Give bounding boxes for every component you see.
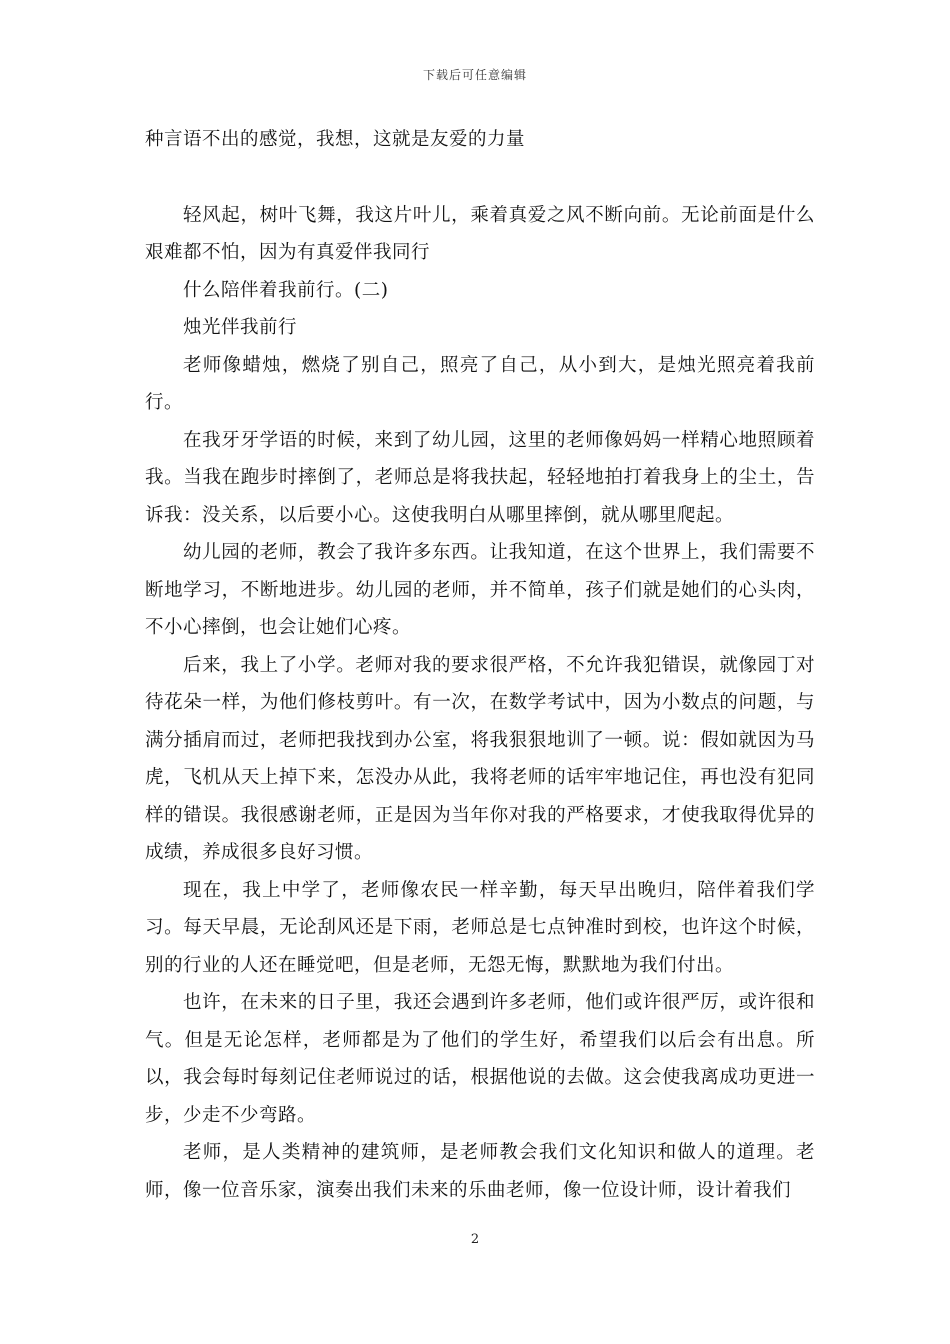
paragraph: 老师，是人类精神的建筑师，是老师教会我们文化知识和做人的道理。老师，像一位音乐家，演奏出我们未来的乐曲老师，像一位设计师，设计着我们 <box>145 1142 815 1201</box>
page-header: 下载后可任意编辑 <box>422 68 527 82</box>
paragraph: 轻风起，树叶飞舞，我这片叶儿，乘着真爱之风不断向前。无论前面是什么艰难都不怕，因为有真爱伴我同行 <box>145 204 815 263</box>
paragraph: 后来，我上了小学。老师对我的要求很严格，不允许我犯错误，就像园丁对待花朵一样，为他们修枝剪叶。有一次，在数学考试中，因为小数点的问题，与满分插肩而过，老师把我找到办公室，将我狠狠地训了一顿。说：假如就因为马虎，飞机从天上掉下来，怎没办从此，我将老师的话牢牢地记住，再也没有犯同样的错误。我很感谢老师，正是因为当年你对我的严格要求，才使我取得优异的成绩，养成很多良好习惯。 <box>145 654 815 863</box>
paragraph: 老师像蜡烛，燃烧了别自己，照亮了自己，从小到大，是烛光照亮着我前行。 <box>145 354 815 413</box>
document-body <box>145 121 815 1209</box>
paragraph-gap <box>145 159 815 197</box>
essay-title: 烛光伴我前行 <box>183 317 298 338</box>
page-number: 2 <box>470 1232 480 1247</box>
paragraph-continuation: 种言语不出的感觉，我想，这就是友爱的力量 <box>145 129 526 150</box>
paragraph: 也许，在未来的日子里，我还会遇到许多老师，他们或许很严厉，或许很和气。但是无论怎样，老师都是为了他们的学生好，希望我们以后会有出息。所以，我会每时每刻记住老师说过的话，根据他说的去做。这会使我离成功更进一步，少走不少弯路。 <box>145 992 815 1126</box>
section-heading: 什么陪伴着我前行。(二) <box>183 279 389 301</box>
paragraph: 在我牙牙学语的时候，来到了幼儿园，这里的老师像妈妈一样精心地照顾着我。当我在跑步时摔倒了，老师总是将我扶起，轻轻地拍打着我身上的尘土，告诉我：没关系，以后要小心。这使我明白从哪里摔倒，就从哪里爬起。 <box>145 429 815 526</box>
paragraph: 幼儿园的老师，教会了我许多东西。让我知道，在这个世界上，我们需要不断地学习，不断地进步。幼儿园的老师，并不简单，孩子们就是她们的心头肉，不小心摔倒，也会让她们心疼。 <box>145 542 815 638</box>
paragraph: 现在，我上中学了，老师像农民一样辛勤，每天早出晚归，陪伴着我们学习。每天早晨，无论刮风还是下雨，老师总是七点钟准时到校，也许这个时候，别的行业的人还在睡觉吧，但是老师，无怨无悔，默默地为我们付出。 <box>145 879 815 976</box>
